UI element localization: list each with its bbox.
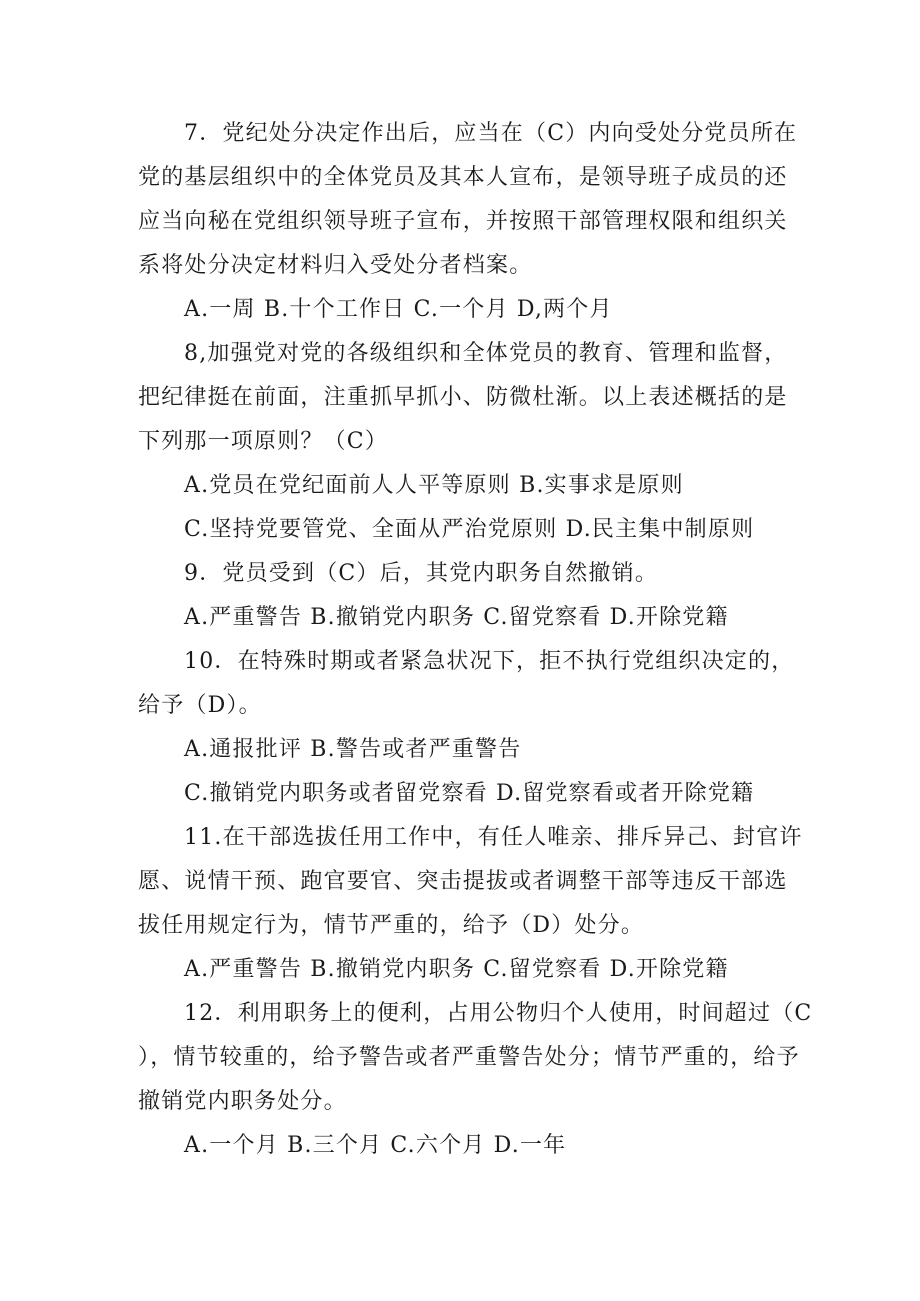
question-list [138, 112, 813, 1168]
answer-options: A.严重警告 B.撤销党内职务 C.留党察看 D.开除党籍 [184, 605, 729, 630]
question-9 [138, 552, 792, 640]
question-text-line: 12．利用职务上的便利，占用公物归个人使用，时间超过（C [184, 1001, 813, 1026]
answer-options: C.坚持党要管党、全面从严治党原则 D.民主集中制原则 [184, 517, 755, 542]
answer-options: A.一周 B.十个工作日 C.一个月 D,两个月 [184, 297, 613, 322]
answer-options: A.通报批评 B.警告或者严重警告 [184, 737, 522, 762]
question-text-line: ），情节较重的，给予警告或者严重警告处分；情节严重的，给予 [138, 1045, 800, 1070]
answer-options: A.严重警告 B.撤销党内职务 C.留党察看 D.开除党籍 [184, 957, 729, 982]
question-text-line: 愿、说情干预、跑官要官、突击提拔或者调整干部等违反干部选 [138, 869, 788, 894]
answer-options: A.一个月 B.三个月 C.六个月 D.一年 [184, 1133, 567, 1158]
question-7 [138, 112, 798, 332]
question-text-line: 给予（D）。 [138, 693, 262, 718]
question-text-line: 10．在特殊时期或者紧急状况下，拒不执行党组织决定的， [184, 649, 795, 674]
question-text-line: 9．党员受到（C）后，其党内职务自然撤销。 [184, 561, 659, 586]
question-11 [138, 816, 803, 992]
question-text-line: 拔任用规定行为，情节严重的，给予（D）处分。 [138, 913, 645, 938]
answer-options: C.撤销党内职务或者留党察看 D.留党察看或者开除党籍 [184, 781, 755, 806]
question-text-line: 下列那一项原则？（C） [138, 429, 389, 454]
question-12 [138, 992, 813, 1168]
question-8 [138, 332, 792, 552]
question-text-line: 党的基层组织中的全体党员及其本人宣布，是领导班子成员的还 [138, 165, 788, 190]
answer-options: A.党员在党纪面前人人平等原则 B.实事求是原则 [184, 473, 684, 498]
question-10 [138, 640, 795, 816]
question-text-line: 应当向秘在党组织领导班子宣布，并按照干部管理权限和组织关 [138, 209, 788, 234]
question-text-line: 系将处分决定材料归入受处分者档案。 [138, 253, 533, 278]
question-text-line: 撤销党内职务处分。 [138, 1089, 347, 1114]
question-text-line: 7．党纪处分决定作出后，应当在（C）内向受处分党员所在 [184, 121, 798, 146]
question-text-line: 把纪律挺在前面，注重抓早抓小、防微杜渐。以上表述概括的是 [138, 385, 788, 410]
question-text-line: 8,加强党对党的各级组织和全体党员的教育、管理和监督， [184, 341, 788, 366]
question-text-line: 11.在干部选拔任用工作中，有任人唯亲、排斥异己、封官许 [184, 825, 803, 850]
